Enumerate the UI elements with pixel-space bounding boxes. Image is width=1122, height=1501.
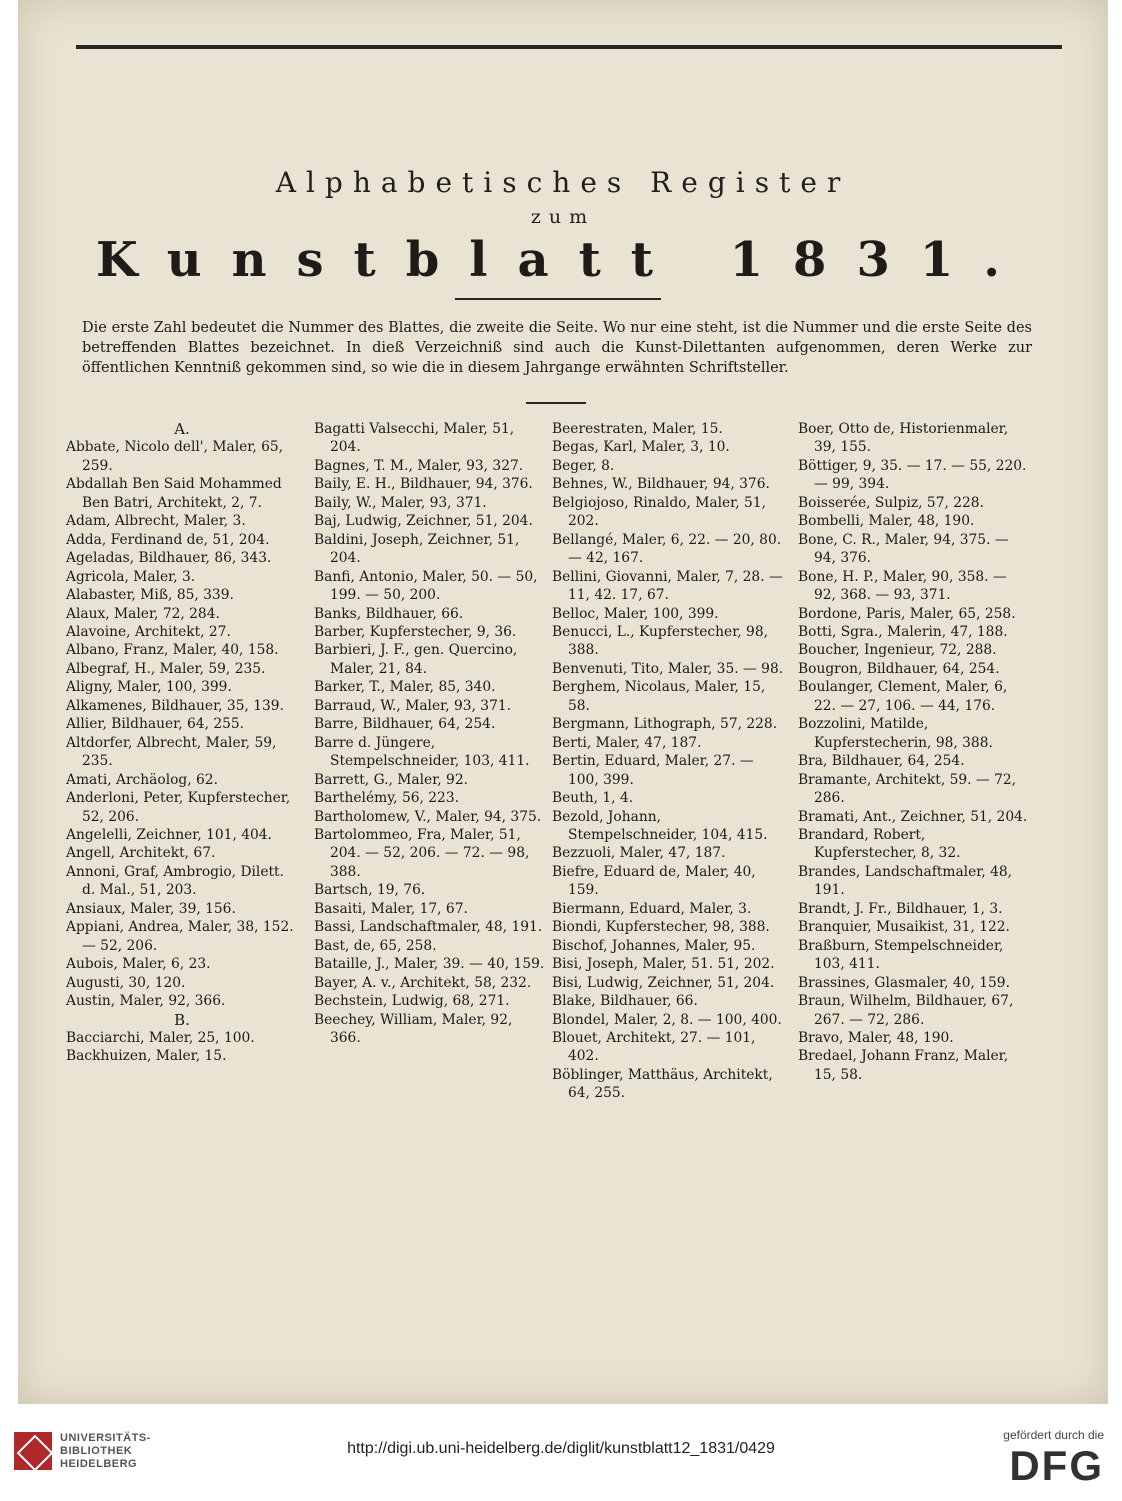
index-entry: Bisi, Joseph, Maler, 51. 51, 202. (552, 956, 775, 973)
index-entry: Bayer, A. v., Architekt, 58, 232. (314, 974, 532, 991)
index-entry: Bra, Bildhauer, 64, 254. (798, 753, 965, 770)
index-entry: Augusti, 30, 120. (66, 974, 186, 991)
index-entry: Barthelémy, 56, 223. (314, 790, 459, 807)
index-entry: Adam, Albrecht, Maler, 3. (66, 513, 246, 530)
index-entry: Angell, Architekt, 67. (66, 845, 216, 862)
index-entry: Braun, Wilhelm, Bildhauer, 67, 267. — 72, 286. (798, 993, 1014, 1028)
index-entry: Alkamenes, Bildhauer, 35, 139. (66, 697, 284, 714)
index-entry: Albano, Franz, Maler, 40, 158. (66, 642, 279, 659)
index-entry: Bagnes, T. M., Maler, 93, 327. (314, 457, 524, 474)
index-entry: Altdorfer, Albrecht, Maler, 59, 235. (66, 734, 277, 770)
index-entry: Bordone, Paris, Maler, 65, 258. (798, 605, 1016, 622)
index-entry: Ageladas, Bildhauer, 86, 343. (66, 550, 272, 567)
index-entry: Boucher, Ingenieur, 72, 288. (798, 642, 997, 659)
index-column-4 (798, 420, 1030, 1084)
index-entry: Baily, E. H., Bildhauer, 94, 376. (314, 476, 533, 493)
index-entry: Allier, Bildhauer, 64, 255. (66, 716, 245, 733)
register-title: Alphabetisches Register (275, 166, 851, 199)
index-entry: Böttiger, 9, 35. — 17. — 55, 220. — 99, 394. (798, 457, 1027, 493)
scanned-page (18, 0, 1108, 1404)
index-entry: Benucci, L., Kupferstecher, 98, 388. (552, 623, 768, 659)
index-entry: Braßburn, Stempelschneider, 103, 411. (798, 937, 1004, 973)
index-entry: Bellini, Giovanni, Maler, 7, 28. — 11, 42. 17, 67. (552, 568, 783, 604)
index-entry: Barraud, W., Maler, 93, 371. (314, 697, 512, 714)
index-entry: Böblinger, Matthäus, Architekt, 64, 255. (552, 1066, 773, 1102)
index-entry: Anderloni, Peter, Kupferstecher, 52, 206. (66, 790, 291, 825)
index-entry: Bisi, Ludwig, Zeichner, 51, 204. (552, 974, 775, 991)
index-entry: Behnes, W., Bildhauer, 94, 376. (552, 476, 770, 493)
index-entry: Bozzolini, Matilde, Kupferstecherin, 98, 388. (798, 716, 993, 751)
index-entry: Brandard, Robert, Kupferstecher, 8, 32. (798, 826, 961, 862)
index-entry: Bellangé, Maler, 6, 22. — 20, 80. — 42, 167. (552, 531, 782, 567)
index-entry: Bone, C. R., Maler, 94, 375. — 94, 376. (798, 531, 1009, 567)
index-entry: Alavoine, Architekt, 27. (66, 623, 231, 640)
index-entry: Boulanger, Clement, Maler, 6, 22. — 27, 106. — 44, 176. (798, 679, 1008, 714)
index-entry: Benvenuti, Tito, Maler, 35. — 98. (552, 660, 784, 677)
index-entry: Bataille, J., Maler, 39. — 40, 159. (314, 956, 545, 973)
index-column-3 (552, 420, 784, 1103)
index-entry: Brandt, J. Fr., Bildhauer, 1, 3. (798, 900, 1003, 917)
index-entry: Berti, Maler, 47, 187. (552, 734, 702, 751)
index-entry: Bougron, Bildhauer, 64, 254. (798, 660, 1000, 677)
index-entry: Bechstein, Ludwig, 68, 271. (314, 993, 510, 1010)
index-entry: Barker, T., Maler, 85, 340. (314, 679, 496, 696)
index-entry: Bartholomew, V., Maler, 94, 375. (314, 808, 542, 825)
index-entry: Bravo, Maler, 48, 190. (798, 1029, 954, 1046)
index-entry: Bramante, Architekt, 59. — 72, 286. (798, 771, 1017, 807)
index-entry: Ansiaux, Maler, 39, 156. (66, 900, 236, 917)
index-entry: Boer, Otto de, Historienmaler, 39, 155. (798, 421, 1009, 456)
index-entry: Bartsch, 19, 76. (314, 882, 426, 899)
register-subtitle: zum (530, 206, 596, 228)
index-entry: Banks, Bildhauer, 66. (314, 605, 464, 622)
index-entry: Brandes, Landschaftmaler, 48, 191. (798, 863, 1013, 899)
index-entry: Biermann, Eduard, Maler, 3. (552, 900, 752, 917)
index-entry: Blouet, Architekt, 27. — 101, 402. (552, 1029, 756, 1065)
index-entry: Alabaster, Miß, 85, 339. (66, 587, 234, 604)
index-entry: Appiani, Andrea, Maler, 38, 152. — 52, 206. (66, 919, 294, 954)
index-entry: Albegraf, H., Maler, 59, 235. (66, 660, 266, 677)
index-entry: Barrett, G., Maler, 92. (314, 771, 468, 788)
index-entry: Biondi, Kupferstecher, 98, 388. (552, 919, 770, 936)
index-entry: Baj, Ludwig, Zeichner, 51, 204. (314, 513, 533, 530)
index-entry: Bezold, Johann, Stempelschneider, 104, 415. (552, 808, 768, 843)
index-entry: Annoni, Graf, Ambrogio, Dilett. d. Mal., 51, 203. (66, 863, 284, 899)
index-entry: Botti, Sgra., Malerin, 47, 188. (798, 623, 1008, 640)
index-entry: Bone, H. P., Maler, 90, 358. — 92, 368. — 93, 371. (798, 568, 1007, 604)
index-entry: Barbieri, J. F., gen. Quercino, Maler, 21, 84. (314, 642, 518, 677)
index-entry: Blake, Bildhauer, 66. (552, 993, 698, 1010)
index-entry: Bertin, Eduard, Maler, 27. — 100, 399. (552, 753, 754, 788)
funding-note: gefördert durch die (1003, 1428, 1104, 1442)
intro-paragraph: Die erste Zahl bedeutet die Nummer des Blattes, die zweite die Seite. Wo nur eine steht, ist die Nummer und die erste Seite des betreffenden Blattes bezeichnet. In dieß Verzeichniß sind auch die Kunst-Dilettanten aufgenommen, deren Werke zur öffentlichen Kenntniß gekommen sind, so wie die in diesem Jahrgange erwähnten Schriftsteller. (82, 320, 1032, 376)
index-entry: Biefre, Eduard de, Maler, 40, 159. (552, 863, 756, 899)
section-letter-heading: A. (174, 420, 190, 438)
index-entry: Blondel, Maler, 2, 8. — 100, 400. (552, 1011, 782, 1028)
index-entry: Barre, Bildhauer, 64, 254. (314, 716, 496, 733)
index-entry: Belloc, Maler, 100, 399. (552, 605, 719, 622)
index-column-2 (314, 420, 546, 1047)
index-entry: Banfi, Antonio, Maler, 50. — 50, 199. — 50, 200. (314, 568, 538, 604)
index-entry: Beuth, 1, 4. (552, 790, 634, 807)
institution-name: UNIVERSITÄTS- BIBLIOTHEK HEIDELBERG (60, 1432, 151, 1470)
index-entry: Alaux, Maler, 72, 284. (66, 605, 220, 622)
index-entry: Beechey, William, Maler, 92, 366. (314, 1011, 513, 1046)
index-entry: Austin, Maler, 92, 366. (66, 993, 226, 1010)
index-entry: Bischof, Johannes, Maler, 95. (552, 937, 756, 954)
intro-divider (526, 402, 586, 404)
index-entry: Backhuizen, Maler, 15. (66, 1048, 227, 1065)
index-entry: Brassines, Glasmaler, 40, 159. (798, 974, 1010, 991)
index-entry: Aligny, Maler, 100, 399. (66, 679, 232, 696)
index-entry: Branquier, Musaikist, 31, 122. (798, 919, 1010, 936)
index-column-1 (66, 420, 298, 1066)
index-entry: Bergmann, Lithograph, 57, 228. (552, 716, 778, 733)
index-entry: Angelelli, Zeichner, 101, 404. (66, 826, 272, 843)
index-entry: Bramati, Ant., Zeichner, 51, 204. (798, 808, 1028, 825)
index-entry: Berghem, Nicolaus, Maler, 15, 58. (552, 679, 766, 714)
index-entry: Bassi, Landschaftmaler, 48, 191. (314, 919, 543, 936)
index-entry: Beger, 8. (552, 457, 615, 474)
index-entry: Bacciarchi, Maler, 25, 100. (66, 1029, 255, 1046)
index-entry: Bagatti Valsecchi, Maler, 51, 204. (314, 421, 515, 456)
top-rule (76, 45, 1062, 49)
index-entry: Agricola, Maler, 3. (66, 568, 196, 585)
publication-title: Kunstblatt 1831. (96, 232, 1030, 288)
dfg-logo: DFG (1009, 1442, 1104, 1489)
index-entry: Belgiojoso, Rinaldo, Maler, 51, 202. (552, 494, 766, 530)
index-entry: Bredael, Johann Franz, Maler, 15, 58. (798, 1048, 1009, 1083)
index-entry: Amati, Archäolog, 62. (66, 771, 218, 788)
index-entry: Aubois, Maler, 6, 23. (66, 956, 211, 973)
index-entry: Boisserée, Sulpiz, 57, 228. (798, 494, 984, 511)
index-entry: Barber, Kupferstecher, 9, 36. (314, 623, 517, 640)
index-entry: Adda, Ferdinand de, 51, 204. (66, 531, 270, 548)
index-entry: Baily, W., Maler, 93, 371. (314, 494, 487, 511)
index-entry: Basaiti, Maler, 17, 67. (314, 900, 468, 917)
index-entry: Beerestraten, Maler, 15. (552, 421, 723, 437)
index-entry: Baldini, Joseph, Zeichner, 51, 204. (314, 531, 520, 567)
index-entry: Bombelli, Maler, 48, 190. (798, 513, 975, 530)
index-entry: Bast, de, 65, 258. (314, 937, 437, 954)
index-entry: Begas, Karl, Maler, 3, 10. (552, 439, 730, 456)
index-entry: Bezzuoli, Maler, 47, 187. (552, 845, 726, 862)
index-entry: Barre d. Jüngere, Stempelschneider, 103, 411. (314, 734, 530, 770)
index-entry: Abdallah Ben Said Mohammed Ben Batri, Architekt, 2, 7. (66, 476, 282, 511)
index-entry: Bartolommeo, Fra, Maler, 51, 204. — 52, 206. — 72. — 98, 388. (314, 826, 530, 880)
section-letter-heading: B. (174, 1010, 190, 1029)
title-divider (455, 298, 661, 300)
index-entry: Abbate, Nicolo dell', Maler, 65, 259. (66, 439, 284, 474)
source-url-link[interactable]: http://digi.ub.uni-heidelberg.de/diglit/kunstblatt12_1831/0429 (347, 1440, 775, 1457)
